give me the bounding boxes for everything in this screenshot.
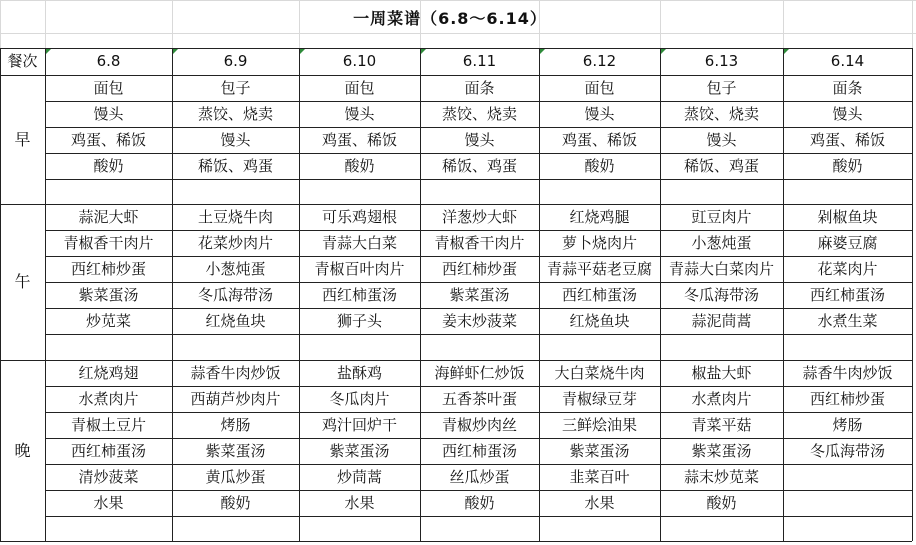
dish-cell[interactable]: 包子 — [220, 79, 251, 97]
dish-cell[interactable]: 酸奶 — [706, 494, 737, 512]
dish-cell[interactable]: 韭菜百叶 — [569, 468, 630, 486]
dish-cell[interactable]: 小葱炖蛋 — [691, 234, 752, 252]
dish-cell[interactable]: 馒头 — [584, 105, 615, 123]
dish-cell[interactable]: 面包 — [93, 79, 124, 97]
dish-cell[interactable]: 水果 — [584, 494, 615, 512]
dish-cell[interactable]: 紫菜蛋汤 — [329, 442, 390, 460]
dish-cell[interactable] — [45, 516, 172, 541]
dish-cell[interactable]: 花菜肉片 — [817, 260, 878, 278]
dish-cell[interactable]: 花菜炒肉片 — [197, 234, 273, 252]
dish-cell[interactable] — [783, 464, 912, 490]
dish-cell[interactable]: 酸奶 — [344, 157, 375, 175]
dish-cell[interactable] — [299, 179, 420, 204]
dish-cell[interactable]: 三鲜烩油果 — [561, 416, 637, 434]
dish-cell[interactable]: 冬瓜海带汤 — [809, 442, 885, 460]
dish-cell[interactable]: 馒头 — [93, 105, 124, 123]
dish-cell[interactable]: 西红柿炒蛋 — [70, 260, 146, 278]
dish-cell[interactable]: 水煮生菜 — [817, 312, 878, 330]
dish-cell[interactable]: 馒头 — [706, 131, 737, 149]
dish-cell[interactable]: 西红柿蛋汤 — [441, 442, 517, 460]
dish-cell[interactable] — [420, 179, 539, 204]
dish-cell[interactable]: 洋葱炒大虾 — [441, 208, 517, 226]
dish-cell[interactable]: 西葫芦炒肉片 — [190, 390, 281, 408]
dish-cell[interactable]: 青菜平菇 — [691, 416, 752, 434]
dish-cell[interactable]: 炒苋菜 — [85, 312, 131, 330]
dish-cell[interactable]: 青蒜大白菜 — [321, 234, 397, 252]
comment-marker — [784, 49, 789, 54]
dish-cell[interactable]: 蒸饺、烧卖 — [683, 105, 759, 123]
dish-cell[interactable]: 黄瓜炒蛋 — [205, 468, 266, 486]
dish-cell[interactable]: 红烧鸡翅 — [78, 364, 139, 382]
dish-cell[interactable]: 酸奶 — [464, 494, 495, 512]
dish-cell[interactable]: 海鲜虾仁炒饭 — [434, 364, 525, 382]
dish-cell[interactable] — [783, 179, 912, 204]
date-header-cell[interactable]: 6.11 — [462, 52, 497, 70]
dish-cell[interactable]: 青椒香干肉片 — [63, 234, 154, 252]
dish-cell[interactable]: 面条 — [464, 79, 495, 97]
dish-cell[interactable]: 鸡汁回炉干 — [321, 416, 397, 434]
dish-cell[interactable]: 水果 — [344, 494, 375, 512]
dish-cell[interactable]: 西红柿炒蛋 — [809, 390, 885, 408]
comment-marker — [540, 49, 545, 54]
dish-cell[interactable] — [783, 334, 912, 360]
dish-cell[interactable]: 姜末炒菠菜 — [441, 312, 517, 330]
date-header-cell[interactable]: 6.13 — [704, 52, 739, 70]
dish-cell[interactable]: 冬瓜肉片 — [329, 390, 390, 408]
dish-cell[interactable] — [172, 516, 299, 541]
dish-cell[interactable]: 西红柿蛋汤 — [561, 286, 637, 304]
dish-cell[interactable]: 蒜末炒苋菜 — [683, 468, 759, 486]
dish-cell[interactable]: 紫菜蛋汤 — [691, 442, 752, 460]
dish-cell[interactable]: 西红柿炒蛋 — [441, 260, 517, 278]
dish-cell[interactable]: 青椒炒肉丝 — [441, 416, 517, 434]
dish-cell[interactable]: 青蒜大白菜肉片 — [668, 260, 774, 278]
dish-cell[interactable]: 紫菜蛋汤 — [449, 286, 510, 304]
dish-cell[interactable] — [783, 516, 912, 541]
dish-cell[interactable]: 紫菜蛋汤 — [205, 442, 266, 460]
dish-cell[interactable]: 豇豆肉片 — [691, 208, 752, 226]
dish-cell[interactable]: 鸡蛋、稀饭 — [70, 131, 146, 149]
dish-cell[interactable]: 清炒菠菜 — [78, 468, 139, 486]
dish-cell[interactable]: 青椒香干肉片 — [434, 234, 525, 252]
dish-cell[interactable]: 萝卜烧肉片 — [561, 234, 637, 252]
dish-cell[interactable]: 蒸饺、烧卖 — [197, 105, 273, 123]
dish-cell[interactable]: 蒜香牛肉炒饭 — [190, 364, 281, 382]
date-header-cell[interactable]: 6.9 — [223, 52, 248, 70]
dish-cell[interactable] — [299, 334, 420, 360]
dish-cell[interactable]: 稀饭、鸡蛋 — [683, 157, 759, 175]
dish-cell[interactable]: 青蒜平菇老豆腐 — [546, 260, 652, 278]
comment-marker — [421, 49, 426, 54]
dish-cell[interactable] — [539, 179, 660, 204]
date-header-cell[interactable]: 6.10 — [342, 52, 377, 70]
dish-cell[interactable] — [660, 179, 783, 204]
comment-marker — [173, 49, 178, 54]
dish-cell[interactable]: 水煮肉片 — [691, 390, 752, 408]
dish-cell[interactable]: 馒头 — [464, 131, 495, 149]
dish-cell[interactable]: 青椒百叶肉片 — [314, 260, 405, 278]
dish-cell[interactable]: 紫菜蛋汤 — [78, 286, 139, 304]
date-header-cell[interactable]: 6.14 — [830, 52, 865, 70]
dish-cell[interactable]: 烤肠 — [832, 416, 863, 434]
dish-cell[interactable]: 西红柿蛋汤 — [70, 442, 146, 460]
dish-cell[interactable]: 冬瓜海带汤 — [683, 286, 759, 304]
comment-marker — [661, 49, 666, 54]
dish-cell[interactable]: 椒盐大虾 — [691, 364, 752, 382]
dish-cell[interactable]: 青椒土豆片 — [70, 416, 146, 434]
dish-cell[interactable]: 狮子头 — [336, 312, 382, 330]
dish-cell[interactable]: 包子 — [706, 79, 737, 97]
dish-cell[interactable]: 红烧鱼块 — [569, 312, 630, 330]
dish-cell[interactable]: 红烧鸡腿 — [569, 208, 630, 226]
dish-cell[interactable]: 丝瓜炒蛋 — [449, 468, 510, 486]
dish-cell[interactable] — [172, 334, 299, 360]
dish-cell[interactable]: 稀饭、鸡蛋 — [441, 157, 517, 175]
dish-cell[interactable] — [45, 179, 172, 204]
dish-cell[interactable]: 剁椒鱼块 — [817, 208, 878, 226]
dish-cell[interactable] — [539, 516, 660, 541]
dish-cell[interactable] — [420, 334, 539, 360]
dish-cell[interactable]: 五香茶叶蛋 — [441, 390, 517, 408]
dish-cell[interactable]: 酸奶 — [584, 157, 615, 175]
dish-cell[interactable]: 馒头 — [344, 105, 375, 123]
dish-cell[interactable]: 烤肠 — [220, 416, 251, 434]
comment-marker — [300, 49, 305, 54]
dish-cell[interactable]: 鸡蛋、稀饭 — [321, 131, 397, 149]
dish-cell[interactable]: 土豆烧牛肉 — [197, 208, 273, 226]
dish-cell[interactable] — [783, 490, 912, 516]
dish-cell[interactable] — [172, 179, 299, 204]
dish-cell[interactable]: 红烧鱼块 — [205, 312, 266, 330]
dish-cell[interactable]: 面包 — [344, 79, 375, 97]
dish-cell[interactable]: 小葱炖蛋 — [205, 260, 266, 278]
dish-cell[interactable]: 西红柿蛋汤 — [321, 286, 397, 304]
page-title: 一周菜谱（6.8～6.14） — [353, 9, 547, 28]
dish-cell[interactable]: 鸡蛋、稀饭 — [809, 131, 885, 149]
comment-marker — [46, 49, 51, 54]
dish-cell[interactable]: 水煮肉片 — [78, 390, 139, 408]
dish-cell[interactable]: 紫菜蛋汤 — [569, 442, 630, 460]
dish-cell[interactable]: 西红柿蛋汤 — [809, 286, 885, 304]
meal-label-cell[interactable]: 早 — [14, 130, 31, 149]
dish-cell[interactable] — [660, 334, 783, 360]
dish-cell[interactable]: 稀饭、鸡蛋 — [197, 157, 273, 175]
date-header-cell[interactable]: 6.12 — [582, 52, 617, 70]
meal-label-cell[interactable]: 晚 — [14, 441, 31, 460]
dish-cell[interactable] — [45, 334, 172, 360]
dish-cell[interactable]: 酸奶 — [220, 494, 251, 512]
dish-cell[interactable]: 大白菜烧牛肉 — [554, 364, 645, 382]
dish-cell[interactable] — [299, 516, 420, 541]
dish-cell[interactable]: 蒜泥大虾 — [78, 208, 139, 226]
header-label-cell[interactable]: 餐次 — [7, 52, 38, 70]
dish-cell[interactable]: 馒头 — [832, 105, 863, 123]
dish-cell[interactable]: 水果 — [93, 494, 124, 512]
dish-cell[interactable] — [539, 334, 660, 360]
dish-cell[interactable]: 蒜泥茼蒿 — [691, 312, 752, 330]
dish-cell[interactable]: 酸奶 — [93, 157, 124, 175]
date-header-cell[interactable]: 6.8 — [96, 52, 121, 70]
dish-cell[interactable]: 盐酥鸡 — [336, 364, 382, 382]
dish-cell[interactable]: 鸡蛋、稀饭 — [561, 131, 637, 149]
dish-cell[interactable]: 酸奶 — [832, 157, 863, 175]
dish-cell[interactable]: 可乐鸡翅根 — [321, 208, 397, 226]
dish-cell[interactable]: 麻婆豆腐 — [817, 234, 878, 252]
meal-label-cell[interactable]: 午 — [14, 272, 31, 291]
dish-cell[interactable]: 面包 — [584, 79, 615, 97]
dish-cell[interactable]: 馒头 — [220, 131, 251, 149]
dish-cell[interactable] — [420, 516, 539, 541]
dish-cell[interactable]: 青椒绿豆芽 — [561, 390, 637, 408]
dish-cell[interactable]: 面条 — [832, 79, 863, 97]
dish-cell[interactable] — [660, 516, 783, 541]
dish-cell[interactable]: 蒜香牛肉炒饭 — [802, 364, 893, 382]
dish-cell[interactable]: 蒸饺、烧卖 — [441, 105, 517, 123]
dish-cell[interactable]: 冬瓜海带汤 — [197, 286, 273, 304]
dish-cell[interactable]: 炒茼蒿 — [336, 468, 382, 486]
